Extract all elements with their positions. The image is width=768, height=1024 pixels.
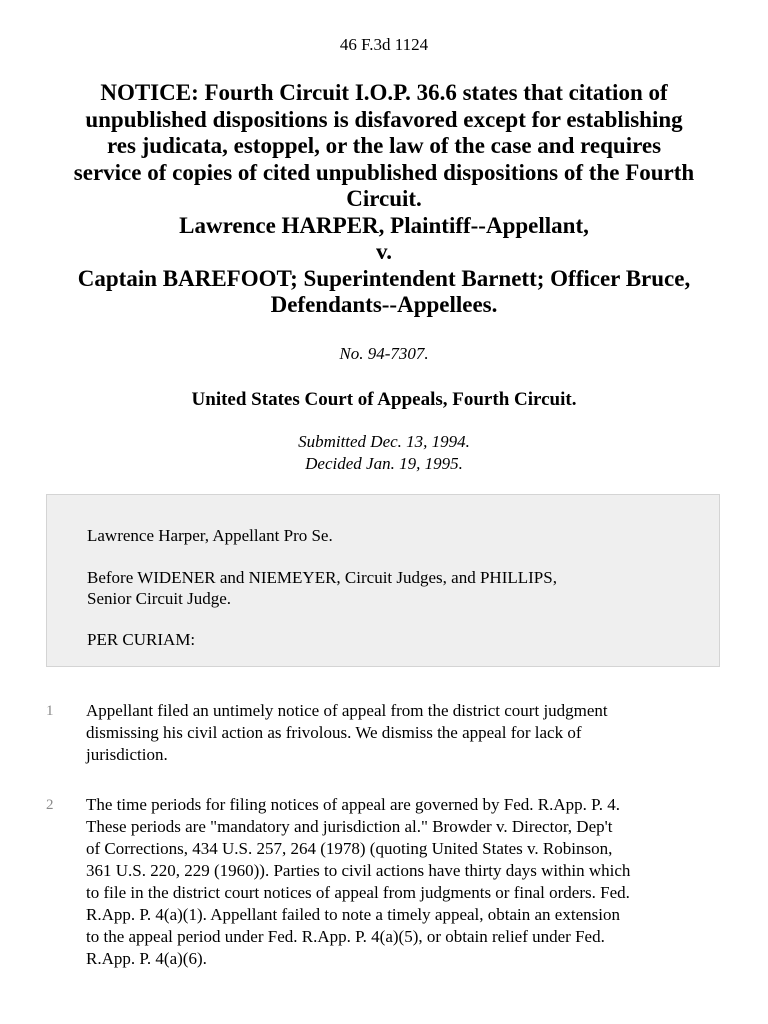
opinion-paragraph (46, 794, 736, 970)
notice-line: res judicata, estoppel, or the law of the case and requires (106, 133, 662, 158)
paragraph-line: R.App. P. 4(a)(1). Appellant failed to note a timely appeal, obtain an extension (86, 905, 620, 924)
panel-judges-line: Senior Circuit Judge. (87, 589, 232, 608)
paragraph-line: of Corrections, 434 U.S. 257, 264 (1978) (quoting United States v. Robinson, (86, 839, 613, 858)
paragraph-line: The time periods for filing notices of appeal are governed by Fed. R.App. P. 4. (86, 795, 620, 814)
paragraph-line: jurisdiction. (86, 745, 168, 764)
counsel-line: Lawrence Harper, Appellant Pro Se. (87, 526, 333, 545)
versus: v. (376, 239, 392, 264)
case-title (40, 80, 728, 319)
notice-line: service of copies of cited unpublished dispositions of the Fourth (73, 159, 695, 185)
paragraph-line: These periods are "mandatory and jurisdiction al." Browder v. Director, Dep't (86, 817, 613, 836)
defendants-line: Defendants--Appellees. (270, 292, 498, 317)
defendants-line: Captain BAREFOOT; Superintendent Barnett; Officer Bruce, (77, 265, 691, 291)
paragraph-number[interactable]: 2 (46, 797, 54, 813)
paragraph-line: Appellant filed an untimely notice of appeal from the district court judgment (86, 701, 608, 720)
court-name: United States Court of Appeals, Fourth Circuit. (191, 389, 577, 410)
docket-number: No. 94-7307. (339, 344, 429, 363)
panel-judges (87, 567, 697, 609)
plaintiff-party: Lawrence HARPER, Plaintiff--Appellant, (179, 212, 589, 238)
notice-line: NOTICE: Fourth Circuit I.O.P. 36.6 states that citation of (100, 80, 668, 105)
notice-line: unpublished dispositions is disfavored except for establishing (85, 106, 683, 132)
paragraph-number[interactable]: 1 (46, 703, 54, 719)
paragraph-line: 361 U.S. 220, 229 (1960)). Parties to civil actions have thirty days within which (86, 861, 631, 880)
reporter-citation: 46 F.3d 1124 (339, 35, 429, 54)
decided-date: Decided Jan. 19, 1995. (305, 454, 463, 473)
paragraph-text (86, 700, 736, 766)
submitted-date: Submitted Dec. 13, 1994. (298, 432, 470, 451)
paragraph-line: dismissing his civil action as frivolous. We dismiss the appeal for lack of (86, 723, 582, 742)
paragraph-line: to the appeal period under Fed. R.App. P. 4(a)(5), or obtain relief under Fed. (86, 927, 605, 946)
decision-dates (0, 431, 768, 475)
per-curiam: PER CURIAM: (87, 630, 196, 649)
paragraph-line: R.App. P. 4(a)(6). (86, 949, 207, 968)
notice-line: Circuit. (346, 186, 422, 211)
opinion-header-box (46, 494, 720, 667)
opinion-paragraph (46, 700, 736, 766)
panel-judges-line: Before WIDENER and NIEMEYER, Circuit Judges, and PHILLIPS, (87, 568, 557, 587)
paragraph-text (86, 794, 736, 970)
paragraph-line: to file in the district court notices of appeal from judgments or final orders. Fed. (86, 883, 630, 902)
